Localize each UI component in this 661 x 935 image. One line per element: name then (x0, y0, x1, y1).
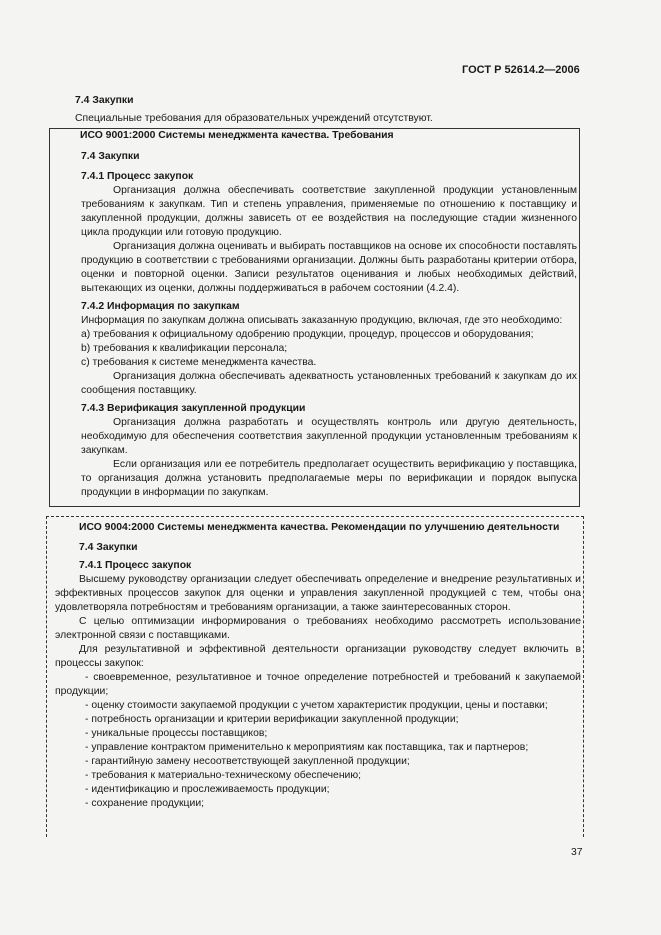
list-item: c) требования к системе менеджмента качества. (81, 357, 317, 368)
list-item: - идентификацию и прослеживаемость продукции; (85, 784, 330, 795)
section-intro: Специальные требования для образовательных учреждений отсутствуют. (75, 113, 433, 124)
list-item: - своевременное, результативное и точное определение потребностей и требований к закупаемой продукции; (55, 672, 581, 697)
list-item: b) требования к квалификации персонала; (81, 343, 288, 354)
iso9004-title: ИСО 9004:2000 Системы менеджмента качества. Рекомендации по улучшению деятельности (79, 522, 560, 533)
list-item: - управление контрактом применительно к мероприятиям как поставщика, так и партнеров; (85, 742, 529, 753)
list-item: - потребность организации и критерии верификации закупленной продукции; (85, 714, 459, 725)
iso9004-p1: Высшему руководству организации следует обеспечивать определение и внедрение результативных и эффективных процессов закупок для оценки и управления закупленной продукцией с тем, чтобы она удовлетворяла потребностям и требованиям организации, а также заинтересованных сторон. (55, 574, 581, 613)
iso9004-p2: С целью оптимизации информирования о требованиях необходимо рассмотреть использование электронной связи с поставщиками. (55, 616, 581, 641)
iso9001-title: ИСО 9001:2000 Системы менеджмента качества. Требования (49, 128, 580, 142)
section-title: 7.4 Закупки (75, 95, 134, 106)
document-header: ГОСТ Р 52614.2—2006 (462, 64, 580, 76)
list-item: - сохранение продукции; (85, 798, 205, 809)
iso9001-742-p1: Информация по закупкам должна описывать заказанную продукцию, включая, где это необходимо: (81, 315, 563, 326)
iso9001-741-p1: Организация должна обеспечивать соответствие закупленной продукции установленным требованиям к закупкам. Тип и степень управления, применяемые по отношению к поставщику и закупленной продукции, должны зависеть от ее воздействия на последующие стадии жизненного цикла продукции или готовую продукцию. (81, 185, 577, 238)
iso9001-743-p1: Организация должна разработать и осуществлять контроль или другую деятельность, необходимую для обеспечения соответствия закупленной продукции установленным требованиям к закупкам. (81, 417, 577, 456)
page-number: 37 (571, 847, 583, 858)
list-item: a) требования к официальному одобрению продукции, процедур, процессов и оборудования; (81, 329, 534, 340)
iso9001-subtitle: 7.4 Закупки (81, 151, 140, 162)
iso9001-743-title: 7.4.3 Верификация закупленной продукции (81, 403, 306, 414)
list-item: - оценку стоимости закупаемой продукции с учетом характеристик продукции, цены и поставки; (85, 700, 548, 711)
iso9004-subtitle: 7.4 Закупки (79, 542, 138, 553)
list-item: - требования к материально-техническому обеспечению; (85, 770, 362, 781)
iso9001-741-title: 7.4.1 Процесс закупок (81, 171, 194, 182)
list-item: - уникальные процессы поставщиков; (85, 728, 268, 739)
iso9001-742-title: 7.4.2 Информация по закупкам (81, 301, 240, 312)
iso9001-743-p2: Если организация или ее потребитель предполагает осуществить верификацию у поставщика, то организация должна установить предполагаемые меры по верификации и порядок выпуска продукции в информации по закупкам. (81, 459, 577, 498)
list-item: - гарантийную замену несоответствующей закупленной продукции; (85, 756, 410, 767)
iso9004-box (46, 516, 584, 837)
iso9001-box (49, 128, 580, 507)
iso9004-p3: Для результативной и эффективной деятельности организации руководству следует включить в процессы закупок: (55, 644, 581, 669)
iso9004-741-title: 7.4.1 Процесс закупок (79, 560, 192, 571)
iso9001-742-p2: Организация должна обеспечивать адекватность установленных требований к закупкам до их сообщения поставщику. (81, 371, 577, 396)
iso9001-741-p2: Организация должна оценивать и выбирать поставщиков на основе их способности поставлять продукцию в соответствии с требованиями организации. Должны быть разработаны критерии отбора, оценки и повторной оценки. Записи результатов оценивания и любых необходимых действий, вытекающих из оценки, должны поддерживаться в рабочем состоянии (4.2.4). (81, 241, 577, 294)
